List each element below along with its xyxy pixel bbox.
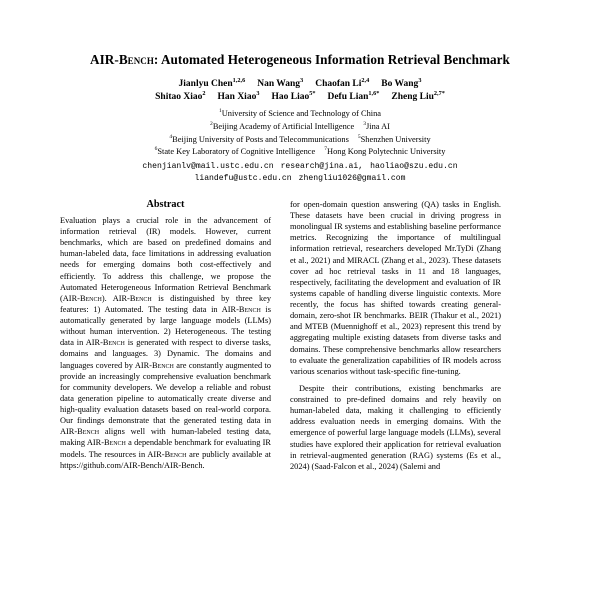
email-address[interactable]: haoliao@szu.edu.cn (370, 161, 458, 171)
author-affiliation-marker: 2 (202, 89, 206, 97)
affiliation-name: Jina AI (365, 122, 390, 132)
abstract-body (60, 215, 271, 471)
affiliation-marker: 5 (357, 133, 361, 140)
benchmark-name: AIR-Bench (134, 360, 174, 370)
right-column-body (290, 199, 501, 472)
page-title (60, 52, 540, 69)
author-name: Chaofan Li$^{2,4}$ (315, 76, 370, 89)
affiliation-name: Beijing University of Posts and Telecommunications (172, 134, 349, 144)
author-name: Zheng Liu$^{2,7*}$ (391, 89, 445, 102)
affiliation-marker: 2 (210, 121, 213, 128)
author-affiliation-marker: 1,2,6 (232, 76, 246, 84)
benchmark-name: AIR-Bench (62, 293, 102, 303)
affiliation-name: Beijing Academy of Artificial Intelligence (212, 122, 355, 132)
title-rest: : Automated Heterogeneous Information Retrieval Benchmark (153, 52, 510, 67)
email-address[interactable]: research@jina.ai, (280, 161, 364, 171)
author-row (60, 91, 540, 104)
email-list (60, 161, 540, 186)
author-affiliation-marker: 3 (300, 76, 304, 84)
author-affiliation-marker: 3 (256, 89, 260, 97)
affiliation-entry (363, 122, 390, 131)
author-name: Han Xiao$^3$ (217, 89, 260, 102)
benchmark-name: AIR-Bench (112, 293, 152, 303)
benchmark-name: AIR-Bench (221, 304, 261, 314)
affiliation-entry (210, 122, 354, 131)
email-address[interactable]: liandefu@ustc.edu.cn (194, 174, 292, 184)
author-row (60, 78, 540, 91)
author-name: Hao Liao$^{5*}$ (271, 89, 316, 102)
affiliation-name: Shenzhen University (360, 134, 431, 144)
benchmark-name: AIR-Bench (86, 438, 126, 448)
affiliation-marker: 6 (154, 146, 158, 153)
affiliation-marker: 7 (324, 146, 328, 153)
author-list (60, 78, 540, 105)
author-affiliation-marker: 5* (309, 89, 316, 97)
author-name: Defu Lian$^{1,6*}$ (327, 89, 380, 102)
affiliation-row (60, 108, 540, 121)
abstract-paragraph: Evaluation plays a crucial role in the advancement of information retrieval (IR) models. However, current benchmarks, which are based on predefined domains and human-labeled data, face limitations in addressing evaluation needs for emerging domains both cost-effectively and efficiently. To address this challenge, we propose the Automated Heterogeneous Information Retrieval Benchmark (AIR-Bench). AIR-Bench is distinguished by three key features: 1) Automated. The testing data in AIR-Bench is automatically generated by large language models (LLMs) without human intervention. 2) Heterogeneous. The testing data in AIR-Bench is generated with respect to diverse tasks, domains and languages. 3) Dynamic. The domains and languages covered by AIR-Bench are constantly augmented to provide an increasingly comprehensive evaluation benchmark for community developers. We develop a reliable and robust data generation pipeline to automatically create diverse and high-quality evaluation datasets based on real-world corpora. Our findings demonstrate that the generated testing data in AIR-Bench aligns well with human-labeled testing data, making AIR-Bench a dependable benchmark for evaluating IR models. The resources in AIR-Bench are publicly available at https://github.com/AIR-Bench/AIR-Bench. (60, 215, 272, 470)
affiliation-name: State Key Laboratory of Cognitive Intelligence (157, 147, 316, 157)
author-affiliation-marker: 1,6* (368, 89, 380, 97)
author-name: Shitao Xiao$^2$ (155, 89, 206, 102)
affiliation-entry (169, 135, 349, 144)
author-affiliation-marker: 2,7* (433, 89, 445, 97)
affiliation-name: University of Science and Technology of China (221, 109, 382, 119)
benchmark-name: AIR-Bench (147, 449, 187, 459)
affiliation-entry (219, 109, 381, 118)
benchmark-name: AIR-Bench (60, 427, 100, 437)
affiliation-list (60, 108, 540, 158)
author-name: Jianlyu Chen$^{1,2,6}$ (178, 76, 246, 89)
body-paragraph: Despite their contributions, existing benchmarks are constrained to pre-defined domains and rely heavily on human-labeled data, making it challenging to efficiently address evaluation needs in emerging domains. With the emergence of powerful large language models (LLMs), several studies have explored their application for retrieval evaluation in retrieval-augmented generation (RAG) systems (Es et al., 2024) (Saad-Falcon et al., 2024) (Salemi and (290, 383, 501, 471)
body-columns (60, 199, 540, 472)
email-row (60, 161, 540, 174)
abstract-heading: Abstract (146, 198, 185, 210)
author-affiliation-marker: 2,4 (361, 76, 370, 84)
title-smallcaps: Bench (118, 52, 154, 67)
right-column (290, 199, 501, 472)
affiliation-name: Hong Kong Polytechnic University (327, 147, 446, 157)
email-row (60, 173, 540, 186)
title-lead: AIR- (90, 52, 119, 67)
affiliation-entry (324, 147, 445, 156)
affiliation-row (60, 134, 540, 147)
email-address[interactable]: zhengliu1026@gmail.com (298, 174, 406, 184)
affiliation-entry (358, 135, 431, 144)
affiliation-marker: 3 (363, 121, 366, 128)
author-affiliation-marker: 3 (418, 76, 422, 84)
author-name: Nan Wang$^3$ (257, 76, 304, 89)
affiliation-entry (155, 147, 316, 156)
left-column (60, 199, 271, 472)
email-address[interactable]: chenjianlv@mail.ustc.edu.cn (142, 161, 274, 171)
author-name: Bo Wang$^3$ (381, 76, 422, 89)
body-paragraph: for open-domain question answering (QA) tasks in English. These datasets have been crucial in driving progress in monolingual IR systems and establishing baseline performance metrics. Recognizing the importance of multilingual information retrieval, researchers developed Mr.TyDi (Zhang et al., 2021) and MIRACL (Zhang et al., 2023). These datasets cover ad hoc retrieval tasks in 11 and 18 languages, respectively, facilitating the development and evaluation of IR systems capable of handling diverse linguistic contexts. More recently, the focus has shifted towards creating general-domain, zero-shot IR benchmarks. BEIR (Thakur et al., 2021) and MTEB (Muennighoff et al., 2023) represent this trend by aggregating multiple existing datasets from diverse tasks and domains. These comprehensive benchmarks allow researchers to evaluate the generalization capabilities of IR models across various scenarios without task-specific fine-tuning. (290, 199, 501, 376)
affiliation-marker: 4 (169, 133, 173, 140)
affiliation-row (60, 146, 540, 159)
affiliation-row (60, 121, 540, 134)
affiliation-marker: 1 (218, 108, 222, 115)
benchmark-name: AIR-Bench (85, 338, 125, 348)
